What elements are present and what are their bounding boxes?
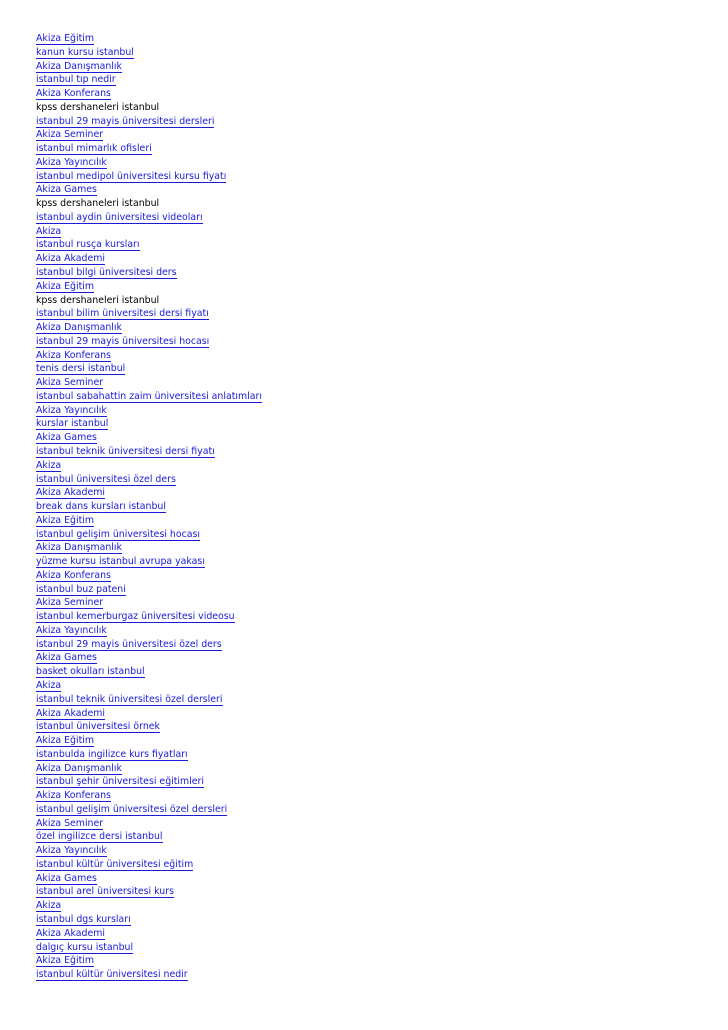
link-text[interactable]: Akiza	[36, 225, 62, 237]
link-text[interactable]: Akiza Games	[36, 184, 97, 196]
link-text[interactable]: istanbul aydin üniversitesi videoları	[36, 211, 203, 223]
document-link[interactable]	[36, 596, 716, 610]
document-link[interactable]	[36, 789, 716, 803]
link-text[interactable]: istanbul mimarlık ofisleri	[36, 143, 152, 155]
document-link[interactable]	[36, 665, 716, 679]
document-link[interactable]	[36, 927, 716, 941]
link-text[interactable]: istanbul 29 mayis üniversitesi dersleri	[36, 115, 215, 127]
link-text[interactable]: Akiza Seminer	[36, 377, 104, 389]
line-text: kpss dershaneleri istanbul	[36, 198, 160, 210]
document-link[interactable]	[36, 541, 716, 555]
link-text[interactable]: istanbul 29 mayis üniversitesi hocası	[36, 335, 210, 347]
link-text[interactable]: istanbul bilgi üniversitesi ders	[36, 267, 177, 279]
document-link[interactable]	[36, 954, 716, 968]
document-text-line	[36, 294, 716, 308]
line-text: kpss dershaneleri istanbul	[36, 294, 160, 306]
link-text[interactable]: Akiza Konferans	[36, 569, 111, 581]
document-link[interactable]	[36, 762, 716, 776]
document-link[interactable]	[36, 720, 716, 734]
link-text[interactable]: Akiza Eğitim	[36, 955, 94, 967]
document-link[interactable]	[36, 830, 716, 844]
document-link[interactable]	[36, 183, 716, 197]
document-link[interactable]	[36, 156, 716, 170]
link-text[interactable]: Akiza Konferans	[36, 790, 111, 802]
link-text[interactable]: Akiza Danışmanlık	[36, 542, 122, 554]
link-text[interactable]: Akiza Danışmanlık	[36, 322, 122, 334]
link-text[interactable]: Akiza Yayıncılık	[36, 404, 107, 416]
link-text[interactable]: Akiza Seminer	[36, 129, 104, 141]
link-text[interactable]: istanbul teknik üniversitesi özel dersleri	[36, 693, 223, 705]
document-link[interactable]	[36, 211, 716, 225]
document-link[interactable]	[36, 32, 716, 46]
document-link[interactable]	[36, 473, 716, 487]
document-link[interactable]	[36, 817, 716, 831]
link-text[interactable]: istanbulda ingilizce kurs fiyatları	[36, 748, 188, 760]
document-link[interactable]	[36, 115, 716, 129]
link-text[interactable]: istanbul kültür üniversitesi eğitim	[36, 858, 194, 870]
link-text[interactable]: Akiza Yayıncılık	[36, 845, 107, 857]
document-link[interactable]	[36, 610, 716, 624]
link-text[interactable]: istanbul gelişim üniversitesi hocası	[36, 528, 200, 540]
document-link[interactable]	[36, 844, 716, 858]
document-link[interactable]	[36, 555, 716, 569]
link-text[interactable]: Akiza Eğitim	[36, 280, 94, 292]
link-text[interactable]: istanbul 29 mayis üniversitesi özel ders	[36, 638, 222, 650]
link-text[interactable]: istanbul şehir üniversitesi eğitimleri	[36, 776, 204, 788]
link-text[interactable]: istanbul üniversitesi örnek	[36, 721, 160, 733]
link-text[interactable]: Akiza Danışmanlık	[36, 60, 122, 72]
document-link[interactable]	[36, 404, 716, 418]
document-link[interactable]	[36, 142, 716, 156]
document-link[interactable]	[36, 679, 716, 693]
document-link[interactable]	[36, 225, 716, 239]
document-link[interactable]	[36, 803, 716, 817]
document-link[interactable]	[36, 390, 716, 404]
link-text[interactable]: Akiza Konferans	[36, 88, 111, 100]
document-page	[36, 32, 716, 982]
document-link[interactable]	[36, 170, 716, 184]
link-text[interactable]: Akiza Yayıncılık	[36, 624, 107, 636]
link-text[interactable]: istanbul üniversitesi özel ders	[36, 473, 176, 485]
link-text[interactable]: kanun kursu istanbul	[36, 46, 134, 58]
link-text[interactable]: Akiza Akademi	[36, 253, 105, 265]
link-text[interactable]: Akiza Eğitim	[36, 514, 94, 526]
link-text[interactable]: istanbul sabahattin zaim üniversitesi anlatımları	[36, 390, 262, 402]
link-text[interactable]: Akiza Eğitim	[36, 735, 94, 747]
document-link[interactable]	[36, 459, 716, 473]
document-link[interactable]	[36, 60, 716, 74]
document-text-line	[36, 101, 716, 115]
link-text[interactable]: istanbul dgs kursları	[36, 914, 131, 925]
document-link[interactable]	[36, 734, 716, 748]
document-link[interactable]	[36, 858, 716, 872]
document-link[interactable]	[36, 238, 716, 252]
link-text[interactable]: kurslar istanbul	[36, 418, 109, 430]
link-text[interactable]: Akiza Akademi	[36, 927, 105, 939]
document-link[interactable]	[36, 445, 716, 459]
document-link[interactable]	[36, 431, 716, 445]
link-text[interactable]: Akiza Akademi	[36, 487, 105, 499]
document-link[interactable]	[36, 252, 716, 266]
document-link[interactable]	[36, 73, 716, 87]
document-link[interactable]	[36, 514, 716, 528]
document-link[interactable]	[36, 748, 716, 762]
link-text[interactable]: Akiza	[36, 900, 62, 912]
link-text[interactable]: Akiza Eğitim	[36, 33, 94, 44]
document-link[interactable]	[36, 638, 716, 652]
link-text[interactable]: istanbul rusça kursları	[36, 239, 140, 251]
link-text[interactable]: istanbul medipol üniversitesi kursu fiyatı	[36, 170, 227, 182]
document-link[interactable]	[36, 528, 716, 542]
document-link[interactable]	[36, 46, 716, 60]
document-link[interactable]	[36, 349, 716, 363]
document-link[interactable]	[36, 693, 716, 707]
line-text: kpss dershaneleri istanbul	[36, 101, 160, 113]
document-link[interactable]	[36, 128, 716, 142]
link-text[interactable]: basket okulları istanbul	[36, 666, 145, 678]
link-text[interactable]: istanbul gelişim üniversitesi özel dersleri	[36, 803, 228, 815]
link-text[interactable]: istanbul kemerburgaz üniversitesi videosu	[36, 611, 235, 623]
link-text[interactable]: Akiza	[36, 459, 62, 471]
document-link[interactable]	[36, 362, 716, 376]
link-text[interactable]: yüzme kursu istanbul avrupa yakası	[36, 556, 205, 568]
document-link[interactable]	[36, 486, 716, 500]
document-link[interactable]	[36, 775, 716, 789]
document-link[interactable]	[36, 872, 716, 886]
link-text[interactable]: break dans kursları istanbul	[36, 501, 166, 513]
document-link[interactable]	[36, 500, 716, 514]
document-link[interactable]	[36, 87, 716, 101]
link-text[interactable]: Akiza Seminer	[36, 597, 104, 609]
link-text[interactable]: Akiza Akademi	[36, 707, 105, 719]
link-text[interactable]: Akiza Games	[36, 652, 97, 664]
document-link[interactable]	[36, 624, 716, 638]
link-text[interactable]: dalgıç kursu istanbul	[36, 941, 134, 953]
document-link[interactable]	[36, 335, 716, 349]
link-text[interactable]: özel ingilizce dersi istanbul	[36, 831, 163, 843]
document-link[interactable]	[36, 280, 716, 294]
document-link[interactable]	[36, 941, 716, 955]
link-text[interactable]: tenis dersi istanbul	[36, 363, 126, 375]
link-text[interactable]: istanbul teknik üniversitesi dersi fiyatı	[36, 445, 215, 457]
document-link[interactable]	[36, 417, 716, 431]
document-link[interactable]	[36, 583, 716, 597]
link-text[interactable]: Akiza Games	[36, 432, 97, 444]
document-link[interactable]	[36, 321, 716, 335]
link-text[interactable]: Akiza Seminer	[36, 817, 104, 829]
link-text[interactable]: istanbul tıp nedir	[36, 74, 116, 86]
document-link[interactable]	[36, 913, 716, 927]
link-text[interactable]: istanbul bilim üniversitesi dersi fiyatı	[36, 308, 209, 320]
document-link[interactable]	[36, 968, 716, 982]
document-link[interactable]	[36, 307, 716, 321]
link-text[interactable]: Akiza Konferans	[36, 349, 111, 361]
link-text[interactable]: Akiza Games	[36, 872, 97, 884]
document-link[interactable]	[36, 899, 716, 913]
link-text[interactable]: Akiza	[36, 679, 62, 691]
link-text[interactable]: istanbul arel üniversitesi kurs	[36, 886, 174, 898]
document-link[interactable]	[36, 569, 716, 583]
document-link[interactable]	[36, 885, 716, 899]
link-text[interactable]: istanbul kültür üniversitesi nedir	[36, 969, 188, 981]
document-text-line	[36, 197, 716, 211]
document-link[interactable]	[36, 266, 716, 280]
document-link[interactable]	[36, 651, 716, 665]
link-text[interactable]: istanbul buz pateni	[36, 583, 126, 595]
link-text[interactable]: Akiza Danışmanlık	[36, 762, 122, 774]
link-text[interactable]: Akiza Yayıncılık	[36, 156, 107, 168]
document-link[interactable]	[36, 707, 716, 721]
document-link[interactable]	[36, 376, 716, 390]
